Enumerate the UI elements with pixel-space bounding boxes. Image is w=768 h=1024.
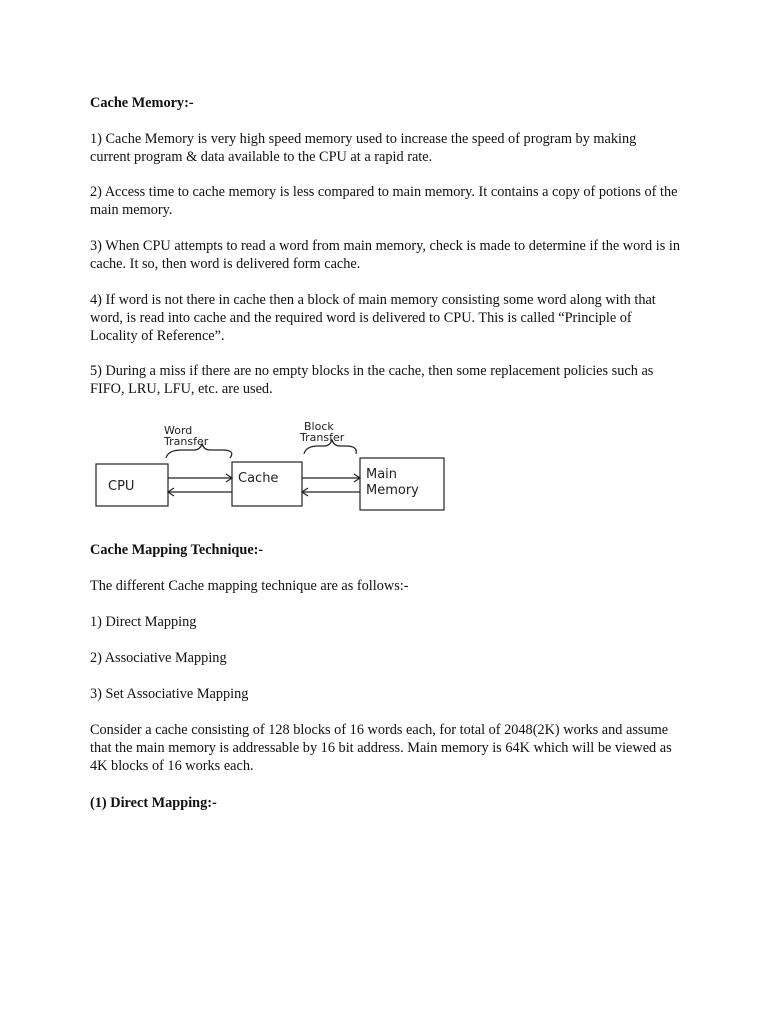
cache-point-5: 5) During a miss if there are no empty blocks in the cache, then some replacement policies such as FIFO, LRU, LFU, etc. are used.	[90, 363, 654, 397]
cache-label: Cache	[238, 471, 279, 486]
mapping-item-set-associative: 3) Set Associative Mapping	[90, 686, 249, 702]
heading-direct-mapping: (1) Direct Mapping:-	[90, 795, 217, 811]
cache-transfer-diagram	[90, 414, 452, 516]
word-transfer-label-1: Word	[164, 424, 193, 437]
cache-point-2: 2) Access time to cache memory is less compared to main memory. It contains a copy of potions of the main memory.	[90, 184, 678, 218]
cache-point-4: 4) If word is not there in cache then a block of main memory consisting some word along with that word, is read into cache and the required word is delivered to CPU. This is called “Principle of Locality of Reference”.	[90, 292, 656, 344]
mapping-consider: Consider a cache consisting of 128 blocks of 16 words each, for total of 2048(2K) works and assume that the main memory is addressable by 16 bit address. Main memory is 64K which will be viewed as 4K blocks of 16 works each.	[90, 722, 672, 774]
word-transfer-label-2: Transfer	[164, 435, 209, 448]
heading-mapping-technique: Cache Mapping Technique:-	[90, 542, 264, 558]
block-transfer-label-1: Block	[304, 420, 334, 433]
block-transfer-label-2: Transfer	[300, 431, 345, 444]
main-memory-label-1: Main	[366, 467, 398, 482]
cache-point-1: 1) Cache Memory is very high speed memory used to increase the speed of program by making current program & data available to the CPU at a rapid rate.	[90, 131, 637, 165]
heading-cache-memory: Cache Memory:-	[90, 95, 194, 111]
main-memory-label-2: Memory	[366, 483, 419, 498]
cache-point-3: 3) When CPU attempts to read a word from main memory, check is made to determine if the word is in cache. It so, then word is delivered form cache.	[90, 238, 680, 272]
cpu-label: CPU	[108, 479, 135, 494]
mapping-intro: The different Cache mapping technique are as follows:-	[90, 578, 409, 594]
mapping-item-associative: 2) Associative Mapping	[90, 650, 227, 666]
mapping-item-direct: 1) Direct Mapping	[90, 614, 197, 630]
